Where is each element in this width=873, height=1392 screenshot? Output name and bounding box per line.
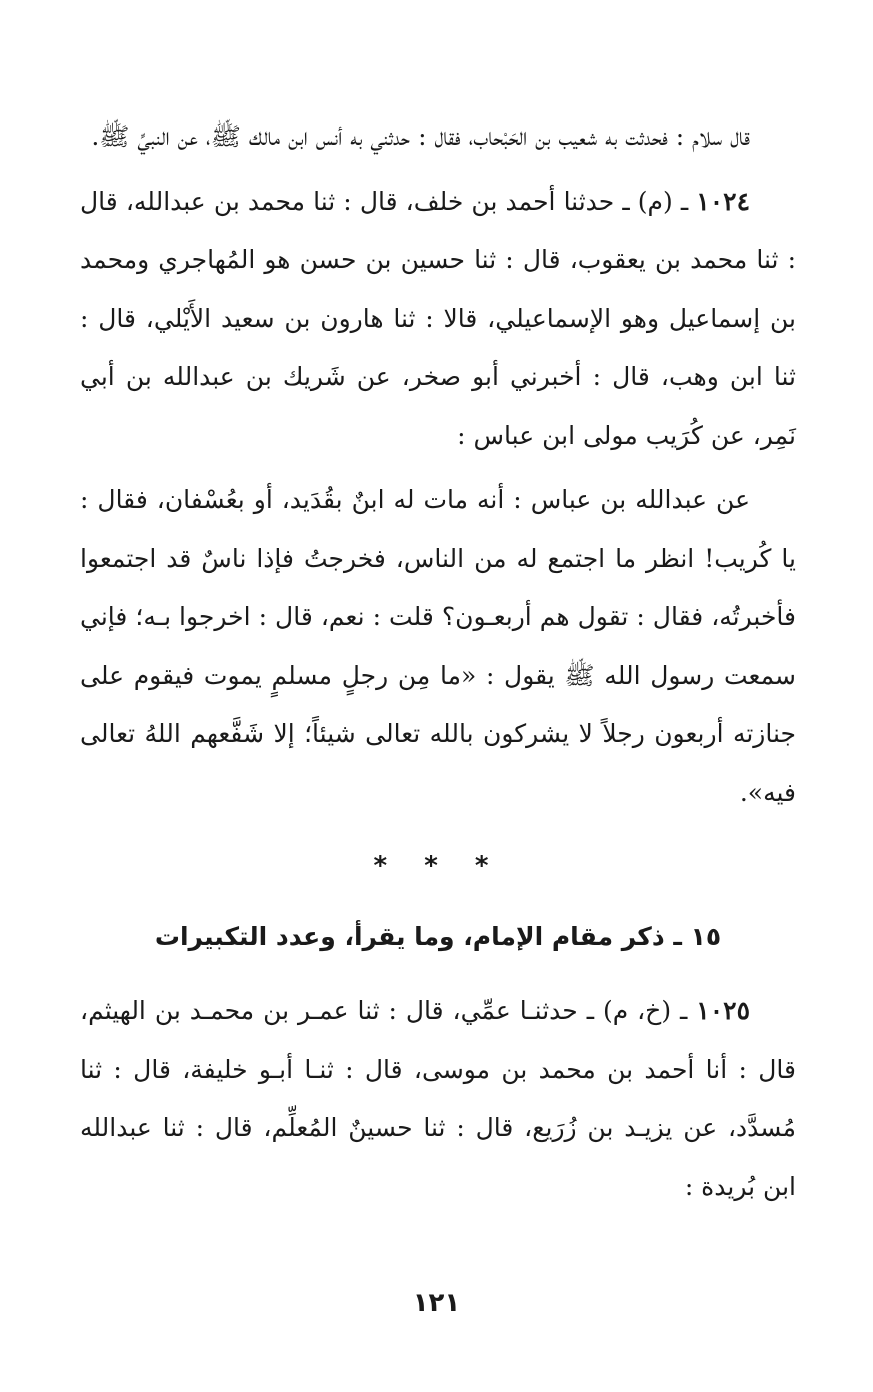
section-separator: * * * xyxy=(373,851,503,881)
paragraph-text: قال سلام : فحدثت به شعيب بن الحَبْحاب، فقال : حدثني به أنس ابن مالك ﷺ، عن النبيِّ ﷺ. xyxy=(91,122,750,151)
hadith-1024-matn xyxy=(80,471,796,822)
hadith-chain-text: ـ (خ، م) ـ حدثنـا عمِّي، قال : ثنا عمـر بن محمـد بن الهيثم، قال : أنا أحمد بن محمد بن موسى، قال : ثنـا أبـو خليفة، قال : ثنا مُسدَّد، عن يزيـد بن زُرَيع، قال : ثنا حسينٌ المُعلِّم، قال : ثنا عبدالله ابن بُريدة : xyxy=(80,996,796,1201)
page-number: ١٢١ xyxy=(412,1288,461,1318)
book-page xyxy=(80,108,796,1216)
hadith-chain-text: ـ (م) ـ حدثنا أحمد بن خلف، قال : ثنا محمد بن عبدالله، قال : ثنا محمد بن يعقوب، قال : ثنا حسين بن حسن هو المُهاجري ومحمد بن إسماعيل وهو الإسماعيلي، قالا : ثنا هارون بن سعيد الأَيْلي، قال : ثنا ابن وهب، قال : أخبرني أبو صخر، عن شَريك بن عبدالله بن أبي نَمِر، عن كُرَيب مولى ابن عباس : xyxy=(80,186,796,450)
hadith-1025 xyxy=(80,982,796,1216)
paragraph-salam-narration xyxy=(80,108,796,167)
paragraph-text: عن عبدالله بن عباس : أنه مات له ابنٌ بقُدَيد، أو بعُسْفان، فقال : يا كُريب! انظر ما اجتمع له من الناس، فخرجتُ فإذا ناسٌ قد اجتمعوا فأخبرتُه، فقال : تقول هم أربعـون؟ قلت : نعم، قال : اخرجوا بـه؛ فإني سمعت رسول الله ﷺ يقول : «ما مِن رجلٍ مسلمٍ يموت فيقوم على جنازته أربعون رجلاً لا يشركون بالله تعالى شيئاً؛ إلا شَفَّعهم اللهُ تعالى فيه». xyxy=(80,485,796,807)
hadith-number: ١٠٢٤ xyxy=(696,186,750,216)
hadith-1024 xyxy=(80,173,796,466)
chapter-heading: ١٥ ـ ذكر مقام الإمام، وما يقرأ، وعدد التكبيرات xyxy=(154,922,722,951)
hadith-number: ١٠٢٥ xyxy=(696,996,750,1025)
